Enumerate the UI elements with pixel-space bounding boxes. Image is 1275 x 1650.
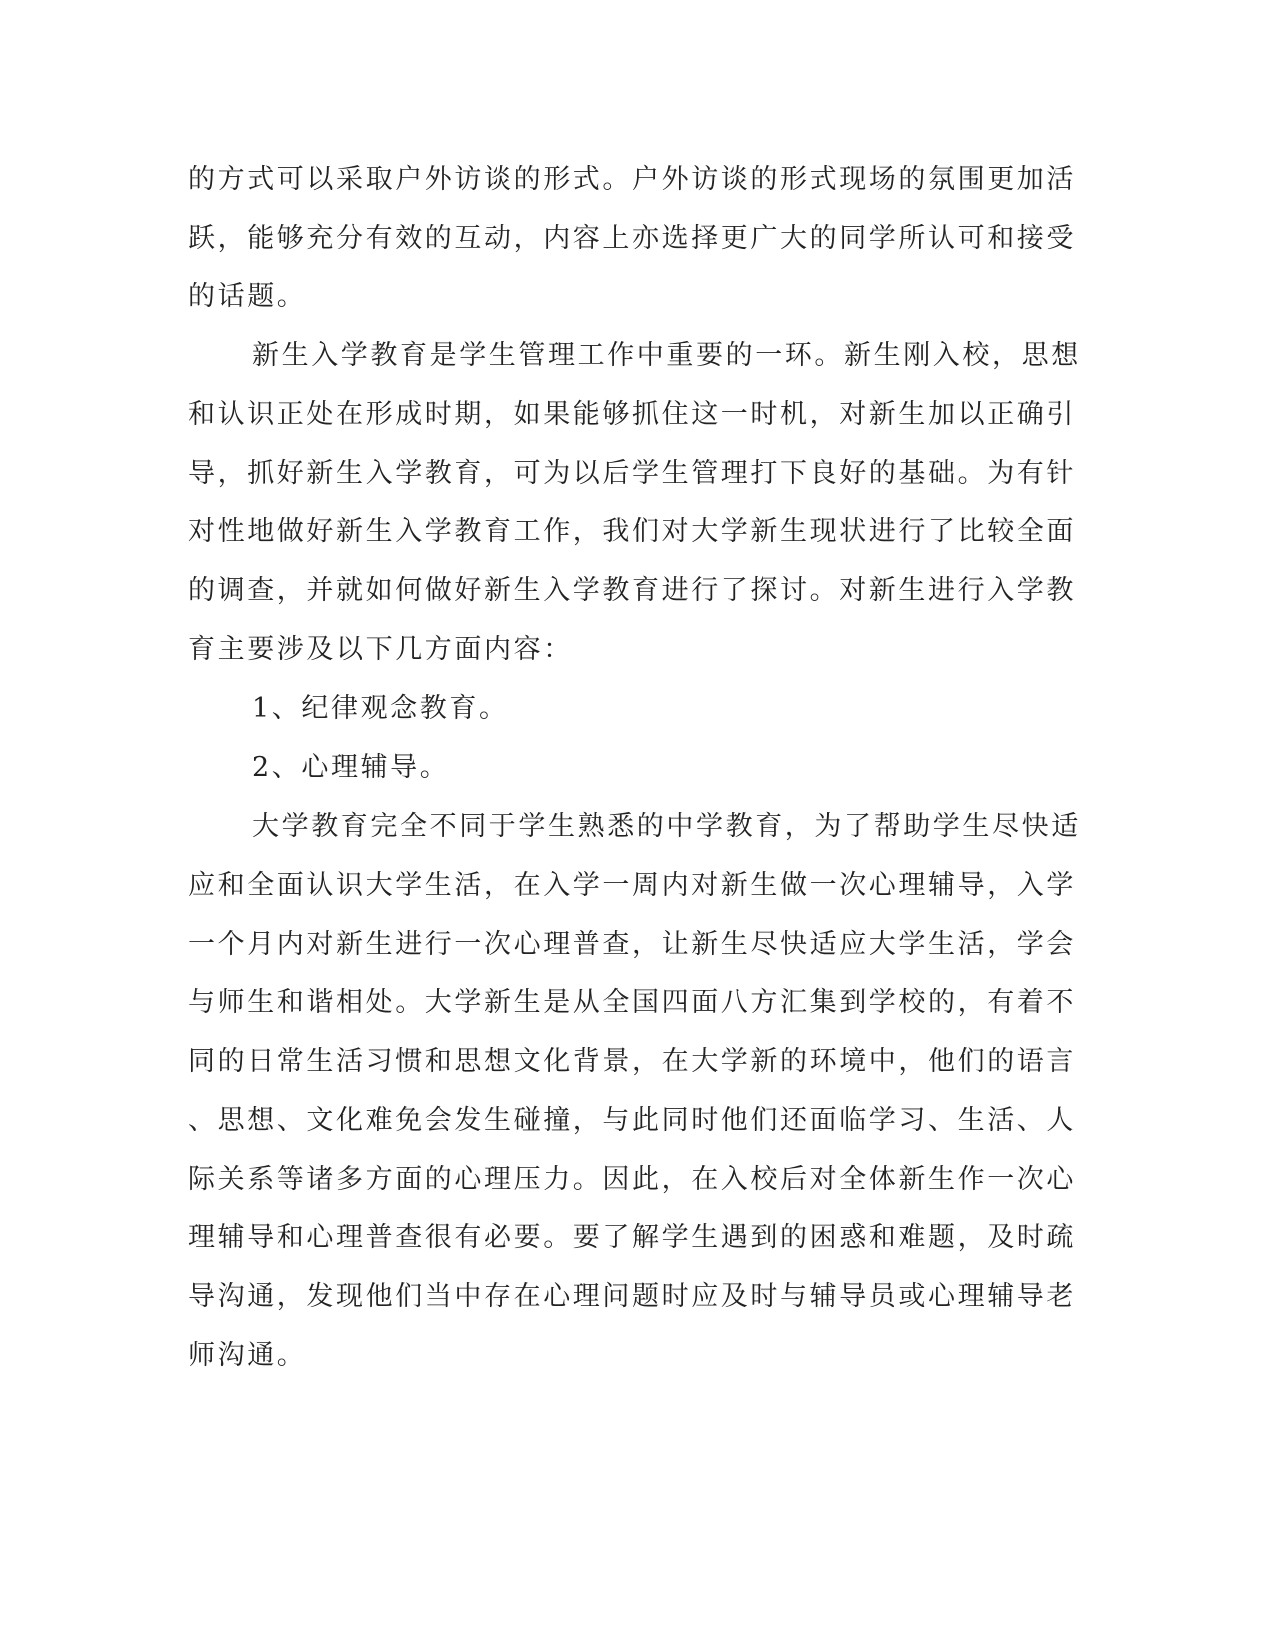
text-line: 的话题。 [188, 281, 307, 312]
text-line: 的方式可以采取户外访谈的形式。户外访谈的形式现场的氛围更加活 [188, 164, 1076, 195]
text-line: 育主要涉及以下几方面内容： [188, 634, 573, 665]
text-line: 应和全面认识大学生活，在入学一周内对新生做一次心理辅导，入学 [188, 870, 1076, 901]
text-line: 导，抓好新生入学教育，可为以后学生管理打下良好的基础。为有针 [188, 458, 1076, 489]
text-line: 和认识正处在形成时期，如果能够抓住这一时机，对新生加以正确引 [188, 399, 1076, 430]
list-item: 1、纪律观念教育。 [252, 693, 509, 724]
text-line: 际关系等诸多方面的心理压力。因此，在入校后对全体新生作一次心 [188, 1164, 1076, 1195]
text-line: 的调查，并就如何做好新生入学教育进行了探讨。对新生进行入学教 [188, 575, 1076, 606]
text-line: 同的日常生活习惯和思想文化背景，在大学新的环境中，他们的语言 [188, 1046, 1076, 1077]
text-line: 导沟通，发现他们当中存在心理问题时应及时与辅导员或心理辅导老 [188, 1281, 1076, 1312]
text-line: 一个月内对新生进行一次心理普查，让新生尽快适应大学生活，学会 [188, 929, 1076, 960]
text-line: 师沟通。 [188, 1340, 307, 1371]
paragraph-first-line: 大学教育完全不同于学生熟悉的中学教育，为了帮助学生尽快适 [252, 811, 1081, 842]
text-line: 、思想、文化难免会发生碰撞，与此同时他们还面临学习、生活、人 [188, 1105, 1076, 1136]
text-line: 理辅导和心理普查很有必要。要了解学生遇到的困惑和难题，及时疏 [188, 1222, 1076, 1253]
paragraph-first-line: 新生入学教育是学生管理工作中重要的一环。新生刚入校，思想 [252, 340, 1081, 371]
text-line: 对性地做好新生入学教育工作，我们对大学新生现状进行了比较全面 [188, 516, 1076, 547]
list-item: 2、心理辅导。 [252, 752, 450, 783]
text-line: 跃，能够充分有效的互动，内容上亦选择更广大的同学所认可和接受 [188, 223, 1076, 254]
text-line: 与师生和谐相处。大学新生是从全国四面八方汇集到学校的，有着不 [188, 987, 1076, 1018]
